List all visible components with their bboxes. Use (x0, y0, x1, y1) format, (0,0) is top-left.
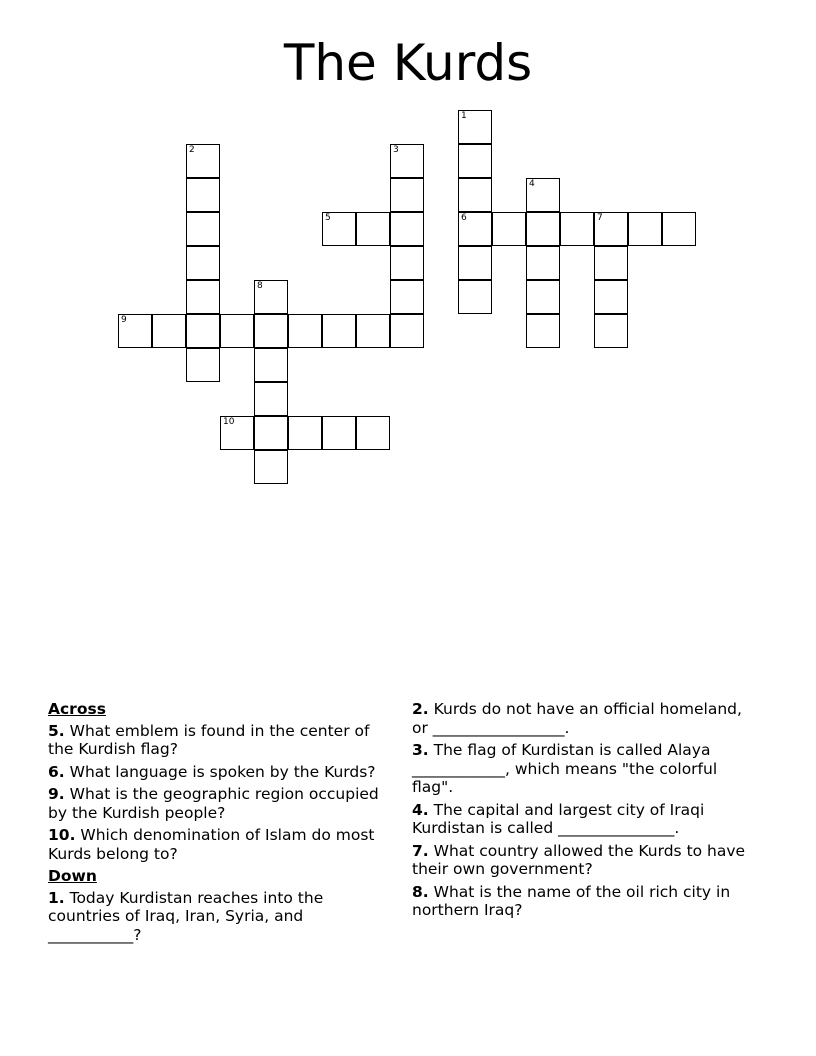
grid-cell[interactable] (288, 416, 322, 450)
clue-across-5: 5. What emblem is found in the center of the Kurdish flag? (48, 721, 370, 758)
grid-cell[interactable] (186, 348, 220, 382)
grid-cell[interactable] (594, 212, 628, 246)
grid-cell[interactable] (186, 314, 220, 348)
crossword-grid (0, 0, 816, 520)
grid-cell[interactable] (254, 450, 288, 484)
grid-cell[interactable] (594, 280, 628, 314)
clue-down-4: 4. The capital and largest city of Iraqi Kurdistan is called _______________. (412, 800, 705, 837)
clue-across-9: 9. What is the geographic region occupied by the Kurdish people? (48, 785, 379, 822)
grid-cell[interactable] (254, 416, 288, 450)
grid-cell[interactable] (458, 280, 492, 314)
grid-cell[interactable] (220, 314, 254, 348)
clue-down-1: 1. Today Kurdistan reaches into the countries of Iraq, Iran, Syria, and ___________? (48, 888, 324, 944)
clues-column-left (48, 700, 393, 948)
grid-cell[interactable] (254, 382, 288, 416)
grid-cell[interactable] (662, 212, 696, 246)
clue-number-label: 10 (223, 417, 235, 427)
grid-cell[interactable] (220, 416, 254, 450)
clue-down-3: 3. The flag of Kurdistan is called Alaya ____________, which means "the colorful flag". (412, 741, 718, 796)
page-title: The Kurds (283, 34, 533, 92)
clues-column-right (412, 700, 757, 924)
grid-cell[interactable] (458, 178, 492, 212)
grid-cell[interactable] (254, 348, 288, 382)
grid-cell[interactable] (526, 212, 560, 246)
grid-cell[interactable] (390, 314, 424, 348)
grid-cell[interactable] (458, 144, 492, 178)
grid-cell[interactable] (356, 314, 390, 348)
grid-cell[interactable] (492, 212, 526, 246)
clue-number-label: 6 (461, 213, 467, 223)
grid-cell[interactable] (628, 212, 662, 246)
down-heading: Down (48, 867, 97, 885)
across-heading: Across (48, 700, 106, 718)
grid-cell[interactable] (254, 314, 288, 348)
clue-across-6: 6. What language is spoken by the Kurds? (48, 762, 376, 781)
clue-number-label: 1 (461, 111, 467, 121)
grid-cell[interactable] (254, 280, 288, 314)
grid-cell[interactable] (152, 314, 186, 348)
clue-down-2: 2. Kurds do not have an official homeland, or _________________. (412, 700, 742, 737)
grid-cell[interactable] (594, 314, 628, 348)
grid-cell[interactable] (322, 314, 356, 348)
grid-cell[interactable] (356, 212, 390, 246)
clue-number-label: 5 (325, 213, 331, 223)
grid-cell[interactable] (356, 416, 390, 450)
grid-cell[interactable] (560, 212, 594, 246)
clue-down-7: 7. What country allowed the Kurds to have their own government? (412, 841, 746, 878)
grid-cell[interactable] (186, 212, 220, 246)
grid-cell[interactable] (526, 314, 560, 348)
grid-cell[interactable] (390, 246, 424, 280)
grid-cell[interactable] (458, 212, 492, 246)
grid-cell[interactable] (118, 314, 152, 348)
grid-cell[interactable] (526, 178, 560, 212)
clue-across-10: 10. Which denomination of Islam do most Kurds belong to? (48, 826, 375, 863)
grid-cell[interactable] (322, 416, 356, 450)
grid-cell[interactable] (288, 314, 322, 348)
grid-cell[interactable] (594, 246, 628, 280)
clue-number-label: 9 (121, 315, 127, 325)
grid-cell[interactable] (458, 246, 492, 280)
grid-cell[interactable] (526, 280, 560, 314)
clue-number-label: 2 (189, 145, 195, 155)
grid-cell[interactable] (390, 280, 424, 314)
grid-cell[interactable] (186, 178, 220, 212)
grid-cell[interactable] (390, 178, 424, 212)
grid-cell[interactable] (322, 212, 356, 246)
grid-cell[interactable] (390, 144, 424, 178)
clue-number-label: 3 (393, 145, 399, 155)
grid-cell[interactable] (186, 246, 220, 280)
grid-cell[interactable] (186, 144, 220, 178)
grid-cell[interactable] (390, 212, 424, 246)
clue-number-label: 7 (597, 213, 603, 223)
clue-down-8: 8. What is the name of the oil rich city in northern Iraq? (412, 882, 731, 919)
grid-cell[interactable] (186, 280, 220, 314)
clue-number-label: 4 (529, 179, 535, 189)
clue-number-label: 8 (257, 281, 263, 291)
grid-cell[interactable] (526, 246, 560, 280)
grid-cell[interactable] (458, 110, 492, 144)
